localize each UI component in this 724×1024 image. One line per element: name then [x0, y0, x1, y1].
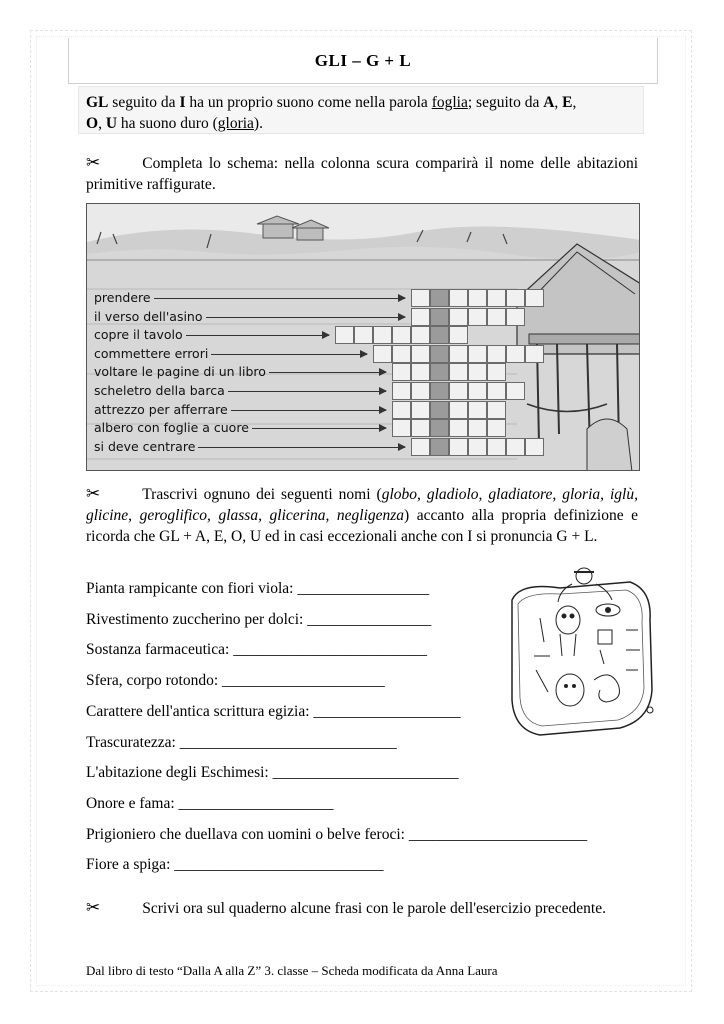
crossword-cell-dark[interactable]	[430, 326, 449, 344]
crossword-cell[interactable]	[411, 326, 430, 344]
crossword-cell[interactable]	[411, 438, 430, 456]
crossword-cell-dark[interactable]	[430, 345, 449, 363]
crossword-cell[interactable]	[487, 438, 506, 456]
crossword-cell[interactable]	[487, 345, 506, 363]
exercise-3	[86, 898, 638, 919]
crossword-clue: scheletro della barca	[94, 383, 225, 398]
question-label: Trascuratezza:	[86, 733, 180, 751]
crossword-cell[interactable]	[449, 289, 468, 307]
clue-arrow	[252, 428, 386, 429]
crossword-cell[interactable]	[525, 345, 544, 363]
question-row	[86, 580, 429, 598]
crossword-cell[interactable]	[411, 419, 430, 437]
rule-example-foglia: foglia	[431, 94, 468, 111]
crossword-cell[interactable]	[525, 438, 544, 456]
crossword-cell[interactable]	[506, 289, 525, 307]
crossword-cell[interactable]	[449, 345, 468, 363]
exercise-3-text: Scrivi ora sul quaderno alcune frasi con le parole dell'esercizio precedente.	[142, 900, 606, 917]
rule-text: ,	[98, 115, 106, 132]
crossword-cell[interactable]	[392, 363, 411, 381]
crossword-cell[interactable]	[411, 308, 430, 326]
crossword-cell[interactable]	[506, 382, 525, 400]
clue-arrow	[186, 335, 329, 336]
exercise-2	[86, 484, 638, 547]
crossword-cell[interactable]	[449, 308, 468, 326]
crossword-cell[interactable]	[487, 308, 506, 326]
clue-arrow	[269, 372, 386, 373]
question-label: Sfera, corpo rotondo:	[86, 672, 223, 690]
crossword-cell[interactable]	[335, 326, 354, 344]
answer-blank[interactable]: ________________________	[272, 764, 459, 782]
flower-bullet-icon: ✂	[86, 484, 101, 504]
crossword-cell-dark[interactable]	[430, 438, 449, 456]
crossword-cell-dark[interactable]	[430, 363, 449, 381]
answer-blank[interactable]: ___________________________	[174, 856, 384, 874]
clue-arrow	[198, 447, 405, 448]
crossword-cell-dark[interactable]	[430, 419, 449, 437]
exercise-2-outro: ) accanto alla propria definizione e ricorda che GL + A, E, O, U ed in casi eccezionali anche con I si pronuncia G + L.	[86, 507, 638, 545]
clue-arrow	[231, 410, 386, 411]
question-label: Rivestimento zuccherino per dolci:	[86, 610, 308, 628]
crossword-cell-dark[interactable]	[430, 289, 449, 307]
crossword-cell[interactable]	[506, 438, 525, 456]
clue-arrow	[206, 317, 405, 318]
rule-text: ,	[554, 94, 563, 111]
crossword-cell[interactable]	[468, 345, 487, 363]
crossword-cell[interactable]	[411, 382, 430, 400]
answer-blank[interactable]: _____________________	[222, 672, 385, 690]
flower-bullet-icon: ✂	[86, 898, 101, 918]
exercise-2-words: globo, gladiolo, gladiatore, gloria, iglù, glicine, geroglifico, glassa, glicerina, negligenza	[86, 486, 638, 524]
question-row	[86, 764, 459, 782]
crossword-clue: voltare le pagine di un libro	[94, 364, 266, 380]
question-label: Fiore a spiga:	[86, 856, 175, 874]
crossword-cell[interactable]	[487, 382, 506, 400]
answer-blank[interactable]: _________________	[297, 580, 430, 597]
rule-gl: GL	[86, 94, 109, 111]
crossword-cell[interactable]	[468, 401, 487, 419]
crossword-clue: commettere errori	[94, 345, 209, 361]
crossword-cell[interactable]	[373, 345, 392, 363]
crossword-cell[interactable]	[487, 289, 506, 307]
crossword-cell[interactable]	[449, 363, 468, 381]
crossword-cell[interactable]	[525, 289, 544, 307]
crossword-cell[interactable]	[354, 326, 373, 344]
question-row	[86, 795, 334, 813]
crossword-cell-dark[interactable]	[430, 308, 449, 326]
crossword-cell[interactable]	[449, 438, 468, 456]
crossword-cell[interactable]	[506, 308, 525, 326]
rule-paragraph	[86, 92, 638, 134]
crossword-cell[interactable]	[392, 401, 411, 419]
crossword-cell[interactable]	[468, 438, 487, 456]
exercise-2-intro: Trascrivi ognuno dei seguenti nomi (	[142, 486, 382, 503]
rule-text: ,	[572, 94, 577, 111]
question-row	[86, 703, 461, 721]
crossword-cell[interactable]	[487, 419, 506, 437]
crossword-clue: copre il tavolo	[94, 327, 183, 343]
question-label: Pianta rampicante con fiori viola:	[86, 580, 298, 597]
rule-e: E	[562, 94, 573, 111]
question-label: Onore e fama:	[86, 794, 179, 812]
rule-text: ).	[253, 115, 263, 132]
rule-a: A	[543, 94, 555, 111]
crossword-cell-dark[interactable]	[430, 401, 449, 419]
crossword-cell[interactable]	[468, 289, 487, 307]
crossword-picture	[86, 203, 640, 471]
rule-text: ha un proprio suono come nella parola	[185, 94, 432, 111]
question-label: Prigioniero che duellava con uomini o belve feroci:	[86, 825, 409, 843]
question-row	[86, 641, 427, 659]
crossword-cell[interactable]	[392, 345, 411, 363]
crossword-cell[interactable]	[506, 345, 525, 363]
crossword-cell[interactable]	[487, 363, 506, 381]
crossword-cell[interactable]	[373, 326, 392, 344]
crossword-cell[interactable]	[449, 382, 468, 400]
question-row	[86, 734, 397, 752]
crossword-cell[interactable]	[411, 401, 430, 419]
clue-arrow	[228, 391, 386, 392]
answer-blank[interactable]: ____________________	[178, 794, 334, 812]
exercise-1-text: Completa lo schema: nella colonna scura comparirà il nome delle abitazioni primitive raffigurate.	[86, 155, 638, 193]
crossword-clue: attrezzo per afferrare	[94, 401, 228, 417]
crossword-cell[interactable]	[411, 363, 430, 381]
footer-credit: Dal libro di testo “Dalla A alla Z” 3. classe – Scheda modificata da Anna Laura	[86, 963, 498, 978]
crossword-cell[interactable]	[411, 345, 430, 363]
crossword-cell[interactable]	[392, 419, 411, 437]
answer-blank[interactable]: ________________	[307, 610, 432, 628]
crossword-cell[interactable]	[392, 382, 411, 400]
crossword-clue: albero con foglie a cuore	[94, 420, 249, 436]
clue-arrow	[211, 354, 367, 355]
answer-blank[interactable]: _______________________	[408, 825, 588, 843]
rule-o: O	[86, 115, 99, 132]
rule-u: U	[105, 115, 118, 132]
rule-example-gloria: gloria	[217, 115, 254, 132]
rule-text: seguito da	[108, 94, 180, 111]
crossword-cell[interactable]	[468, 419, 487, 437]
question-row	[86, 611, 431, 629]
crossword-clue: il verso dell'asino	[94, 308, 203, 324]
question-label: Carattere dell'antica scrittura egizia:	[86, 702, 314, 720]
crossword-cell[interactable]	[487, 401, 506, 419]
exercise-1	[86, 153, 638, 195]
crossword-cell[interactable]	[449, 419, 468, 437]
rule-i: I	[179, 94, 186, 111]
hieroglyph-tablet-drawing	[500, 560, 660, 745]
answer-blank[interactable]: ____________________________	[179, 733, 397, 751]
answer-blank[interactable]: _________________________	[233, 641, 427, 659]
clue-arrow	[154, 298, 405, 299]
crossword-cell[interactable]	[411, 289, 430, 307]
question-row	[86, 672, 385, 690]
question-label: L'abitazione degli Eschimesi:	[86, 764, 273, 782]
title-box	[68, 38, 658, 84]
question-row	[86, 826, 587, 844]
answer-blank[interactable]: ___________________	[313, 702, 461, 720]
crossword-cell[interactable]	[449, 326, 468, 344]
crossword-cell[interactable]	[468, 308, 487, 326]
page-title: GLI – G + L	[314, 50, 412, 70]
question-row	[86, 856, 384, 874]
question-label: Sostanza farmaceutica:	[86, 641, 234, 659]
crossword-clue: si deve centrare	[94, 438, 196, 454]
crossword-cell[interactable]	[468, 382, 487, 400]
crossword-cell-dark[interactable]	[430, 382, 449, 400]
flower-bullet-icon: ✂	[86, 153, 101, 173]
crossword-cell[interactable]	[468, 363, 487, 381]
rule-text: ; seguito da	[467, 94, 544, 111]
crossword-cell[interactable]	[392, 326, 411, 344]
rule-text: ha suono duro (	[117, 115, 218, 132]
crossword-cell[interactable]	[449, 401, 468, 419]
crossword-clue: prendere	[94, 290, 151, 305]
